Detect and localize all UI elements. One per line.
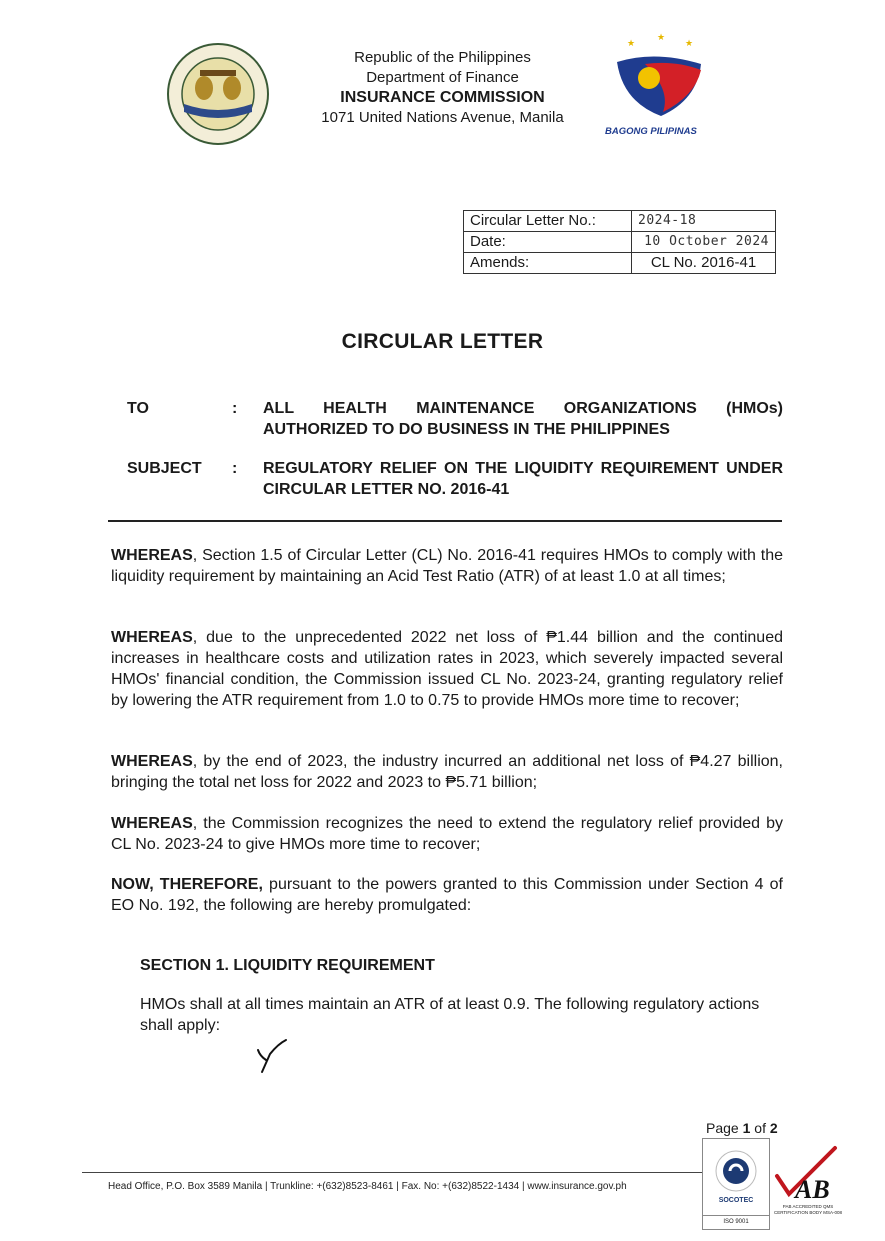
paragraph-whereas-2: [111, 627, 783, 711]
paragraph-whereas-3: [111, 751, 783, 793]
ref-label: Date:: [464, 232, 632, 253]
paragraph-whereas-4: [111, 813, 783, 855]
page-current: 1: [742, 1120, 751, 1136]
to-row: [127, 398, 787, 440]
pab-accreditation-logo: [773, 1142, 843, 1232]
document-title: CIRCULAR LETTER: [341, 330, 544, 353]
page-prefix: Page: [706, 1120, 743, 1136]
paragraph-lead: WHEREAS: [111, 547, 193, 564]
page-total: 2: [769, 1120, 778, 1136]
svg-text:★: ★: [627, 38, 636, 48]
letterhead-republic: Republic of the Philippines: [354, 49, 531, 66]
paragraph-lead: WHEREAS: [111, 815, 193, 832]
paragraph-text: , the Commission recognizes the need to extend the regulatory relief provided by CL No. 2023-24 to give HMOs more time to recover;: [111, 815, 783, 853]
paragraph-lead: WHEREAS: [111, 753, 193, 770]
socotec-certification-badge: [702, 1138, 770, 1230]
svg-text:★: ★: [657, 32, 666, 42]
subject-value: REGULATORY RELIEF ON THE LIQUIDITY REQUIREMENT UNDER CIRCULAR LETTER NO. 2016-41: [263, 460, 783, 498]
ref-value: CL No. 2016-41: [632, 253, 776, 274]
ref-value: 10 October 2024: [632, 232, 776, 253]
to-value: ALL HEALTH MAINTENANCE ORGANIZATIONS (HMOs) AUTHORIZED TO DO BUSINESS IN THE PHILIPPINES: [263, 400, 783, 438]
socotec-standard: ISO 9001: [703, 1215, 769, 1225]
letterhead: [300, 48, 585, 128]
letterhead-department: Department of Finance: [366, 69, 519, 86]
paragraph-whereas-1: [111, 545, 783, 587]
subject-label: SUBJECT: [127, 460, 202, 477]
paragraph-now-therefore: [111, 874, 783, 916]
ref-label: Circular Letter No.:: [464, 211, 632, 232]
page-middle: of: [750, 1120, 770, 1136]
page-number: [706, 1120, 778, 1136]
ref-row-date: [464, 232, 776, 253]
header-divider: [108, 520, 782, 522]
ref-row-circular: [464, 211, 776, 232]
ref-value: 2024-18: [632, 211, 776, 232]
to-label: TO: [127, 400, 149, 417]
letterhead-agency: INSURANCE COMMISSION: [340, 89, 545, 106]
insurance-commission-seal: [166, 42, 270, 146]
footer-contact: Head Office, P.O. Box 3589 Manila | Trunkline: +(632)8523-8461 | Fax. No: +(632)8522-1434 | www.insurance.gov.ph: [108, 1181, 627, 1192]
paragraph-text: , by the end of 2023, the industry incurred an additional net loss of ₱4.27 billion, bringing the total net loss for 2022 and 2023 to ₱5.71 billion;: [111, 753, 783, 791]
subject-row: [127, 458, 787, 500]
footer-divider: [82, 1172, 702, 1173]
pab-caption: PAB ACCREDITED QMS CERTIFICATION BODY MSA-008: [773, 1204, 842, 1215]
paragraph-text: pursuant to the powers granted to this Commission under Section 4 of EO No. 192, the following are hereby promulgated:: [111, 876, 783, 914]
pab-mark: AB: [795, 1175, 830, 1202]
letterhead-address: 1071 United Nations Avenue, Manila: [321, 109, 564, 126]
section-1-heading: SECTION 1. LIQUIDITY REQUIREMENT: [140, 957, 435, 974]
reference-table: [463, 210, 776, 274]
bagong-pilipinas-logo: [605, 30, 720, 138]
to-colon: :: [232, 400, 238, 417]
subject-colon: :: [232, 460, 238, 477]
paragraph-text: , Section 1.5 of Circular Letter (CL) No. 2016-41 requires HMOs to comply with the liquidity requirement by maintaining an Acid Test Ratio (ATR) of at least 1.0 at all times;: [111, 547, 783, 585]
ref-row-amends: [464, 253, 776, 274]
paragraph-lead: NOW, THEREFORE,: [111, 876, 263, 893]
ref-label: Amends:: [464, 253, 632, 274]
socotec-name: SOCOTEC: [718, 1197, 754, 1204]
paragraph-lead: WHEREAS: [111, 629, 193, 646]
section-1-body: HMOs shall at all times maintain an ATR of at least 0.9. The following regulatory actions shall apply:: [140, 996, 760, 1034]
svg-text:★: ★: [685, 38, 694, 48]
paragraph-text: , due to the unprecedented 2022 net loss of ₱1.44 billion and the continued increases in healthcare costs and utilization rates in 2023, which severely impacted several HMOs' financial condition, the Commission issued CL No. 2023-24, granting regulatory relief by lowering the ATR requirement from 1.0 to 0.75 to provide HMOs more time to recover;: [111, 629, 783, 709]
bagong-pilipinas-wordmark: BAGONG PILIPINAS: [605, 126, 697, 137]
handwritten-initial: [256, 1036, 292, 1076]
